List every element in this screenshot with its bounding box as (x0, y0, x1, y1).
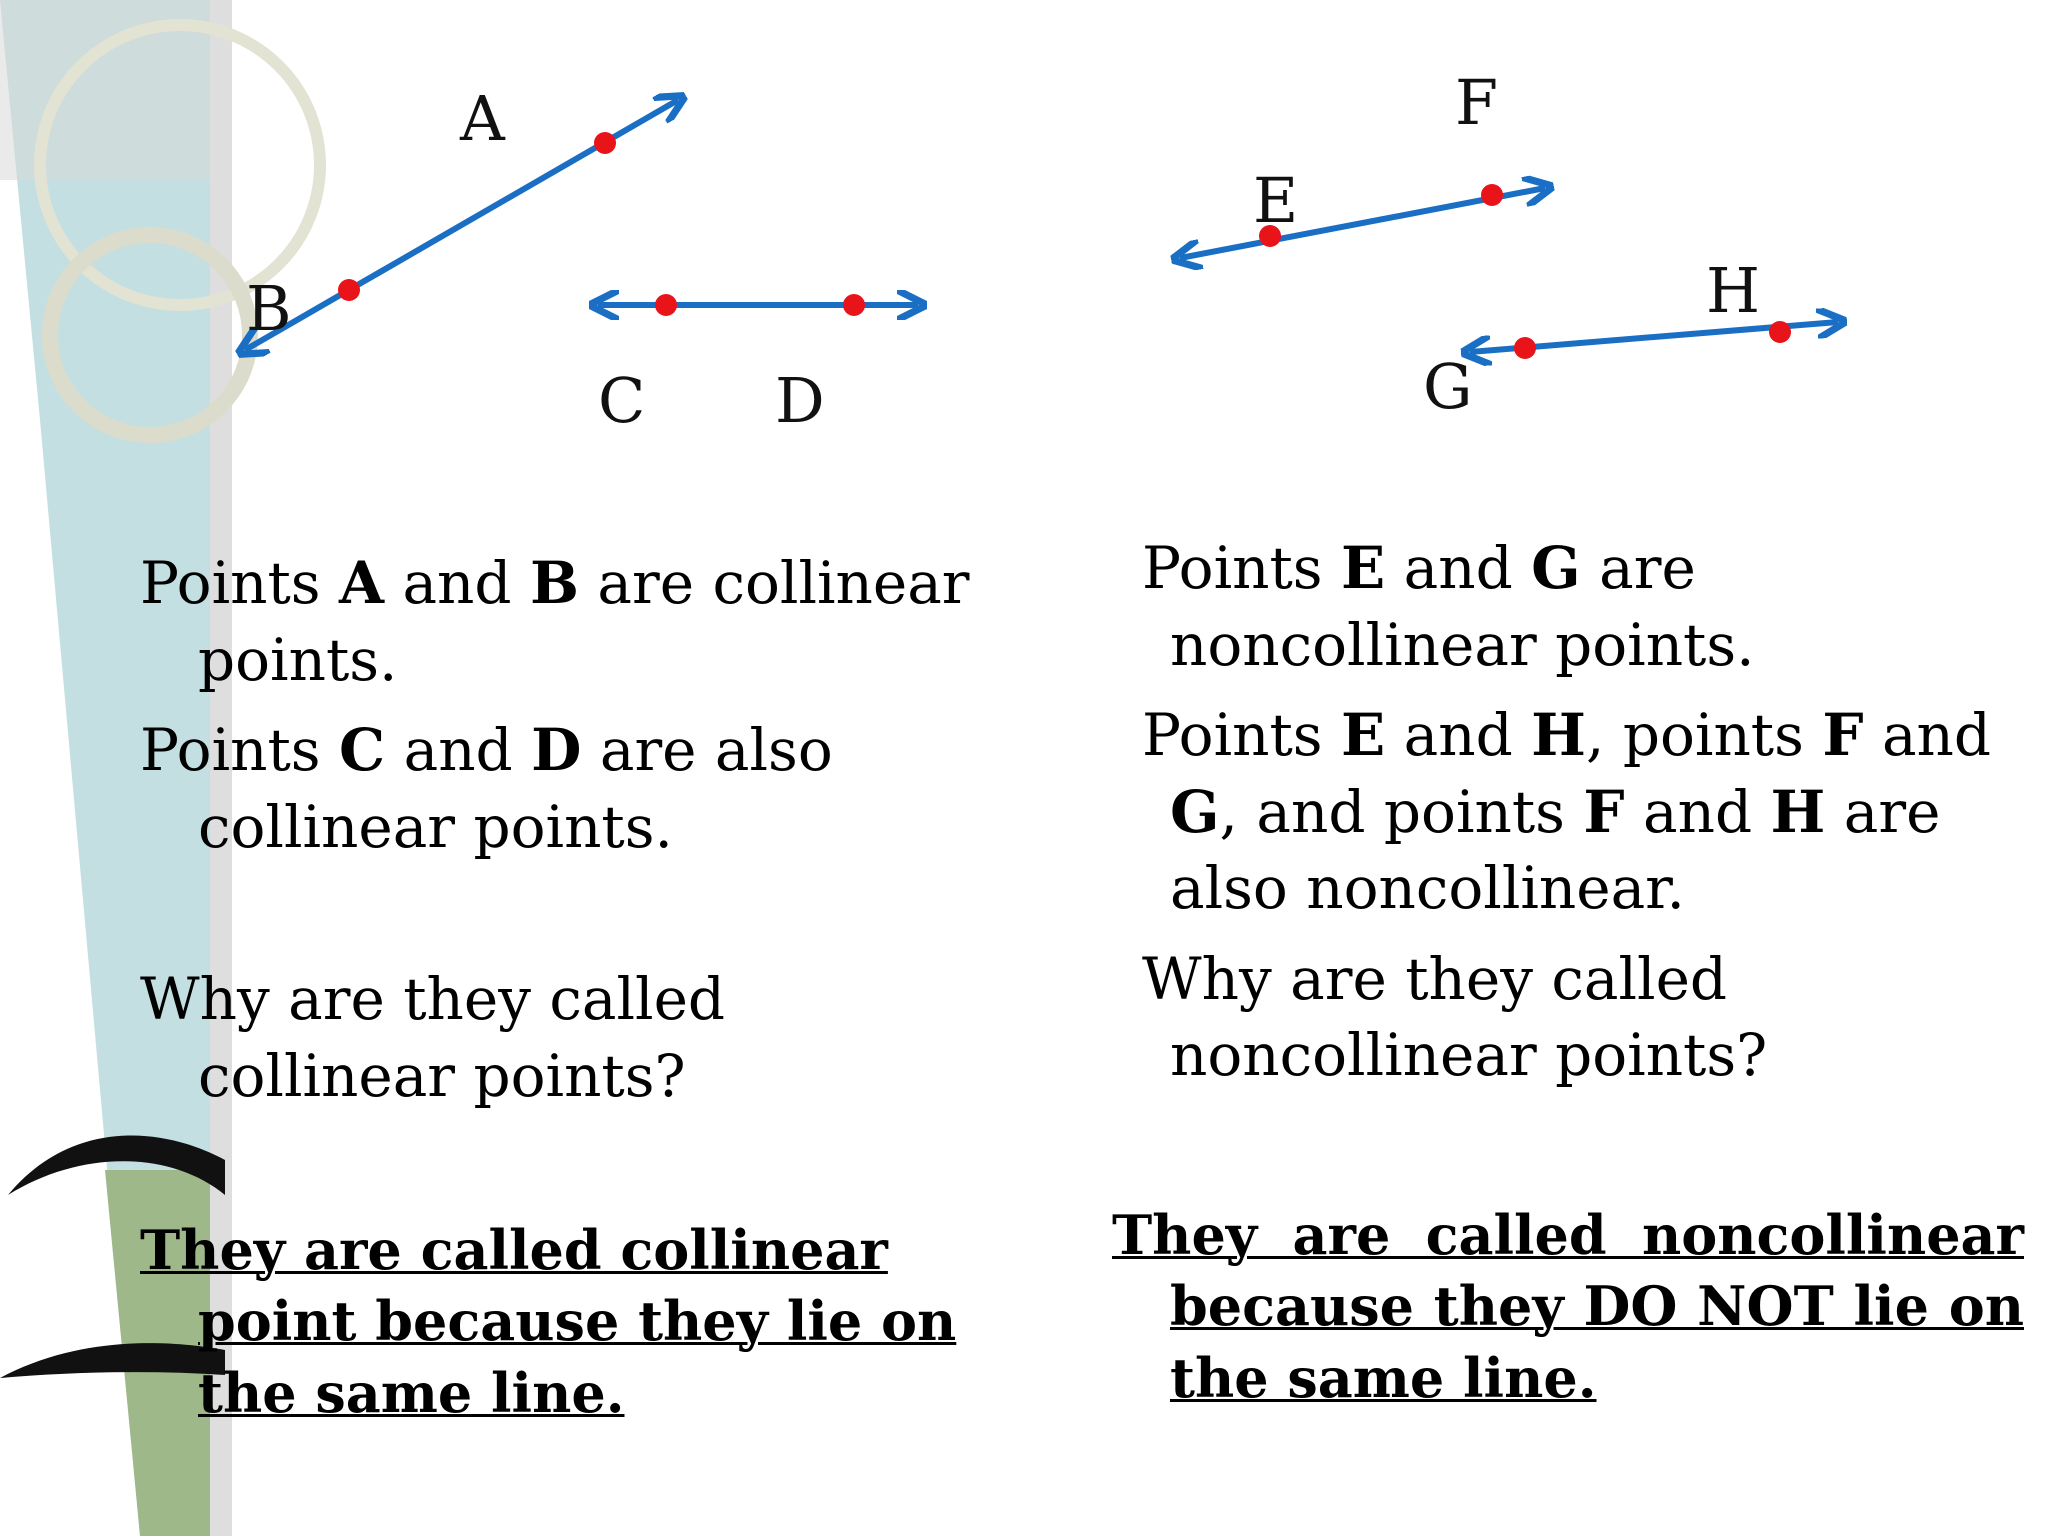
label-c: C (598, 364, 646, 437)
left-question: Why are they called collinear points? (140, 965, 726, 1110)
point-d (843, 294, 865, 316)
label-e: E (1253, 164, 1299, 237)
point-h (1769, 321, 1791, 343)
label-h: H (1706, 254, 1761, 327)
label-g: G (1423, 350, 1473, 423)
right-statement-eg: Points E and G are noncollinear points. (1142, 534, 1755, 679)
point-g (1514, 337, 1536, 359)
right-answer: They are called noncollinear because they DO NOT lie on the same line. (1112, 1203, 2024, 1410)
right-statement-others: Points E and H, points F and G, and points F and H are also noncollinear. (1142, 701, 1992, 923)
point-f (1481, 184, 1503, 206)
left-answer: They are called collinear point because they lie on the same line. (140, 1218, 957, 1425)
right-question: Why are they called noncollinear points? (1142, 944, 1768, 1090)
point-a (594, 132, 616, 154)
label-b: B (246, 272, 292, 345)
left-statement-cd: Points C and D are also collinear points. (140, 716, 833, 861)
left-statement-ab: Points A and B are collinear points. (140, 549, 970, 694)
label-f: F (1455, 66, 1499, 139)
left-text-block (140, 545, 990, 1114)
label-a: A (460, 82, 505, 155)
point-c (655, 294, 677, 316)
label-d: D (775, 364, 825, 437)
point-b (338, 279, 360, 301)
right-text-block (1142, 530, 2022, 1094)
